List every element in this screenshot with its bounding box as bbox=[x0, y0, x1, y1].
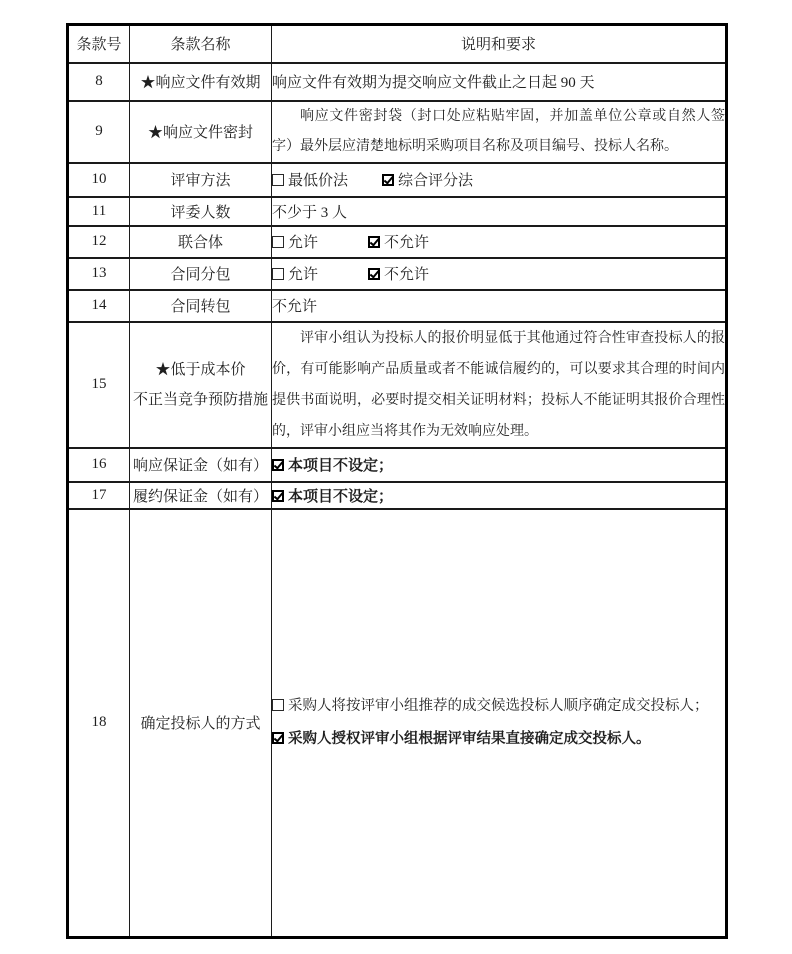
option-lowest-price bbox=[272, 173, 348, 189]
option-label: 本项目不设定； bbox=[288, 458, 394, 474]
header-clause-no: 条款号 bbox=[68, 25, 130, 63]
table-row bbox=[68, 322, 727, 448]
option-label: 采购人授权评审小组根据评审结果直接确定成交投标人。 bbox=[288, 730, 651, 747]
checkbox-checked-icon bbox=[272, 732, 284, 744]
option-not-set bbox=[272, 458, 393, 474]
table-row bbox=[68, 197, 727, 226]
clause-desc bbox=[272, 448, 727, 482]
clause-desc bbox=[272, 482, 727, 509]
clause-desc bbox=[272, 226, 727, 258]
table-row bbox=[68, 163, 727, 197]
table-row bbox=[68, 290, 727, 322]
header-clause-name: 条款名称 bbox=[130, 25, 272, 63]
clause-desc: 不允许 bbox=[272, 290, 727, 322]
header-description: 说明和要求 bbox=[272, 25, 727, 63]
option-label: 综合评分法 bbox=[398, 173, 474, 189]
clause-desc bbox=[272, 101, 727, 163]
clause-name: 合同分包 bbox=[130, 258, 272, 290]
clause-name: ★响应文件有效期 bbox=[130, 63, 272, 101]
option-not-allowed bbox=[368, 235, 429, 251]
checkbox-checked-icon bbox=[368, 236, 380, 248]
table-row bbox=[68, 258, 727, 290]
checkbox-unchecked-icon bbox=[272, 236, 284, 248]
clause-name-line1: ★低于成本价 bbox=[155, 361, 246, 378]
option-not-allowed bbox=[368, 267, 429, 283]
option-label: 不允许 bbox=[384, 267, 430, 283]
option-comprehensive-scoring bbox=[382, 173, 473, 189]
option-allowed bbox=[272, 267, 318, 283]
checkbox-unchecked-icon bbox=[272, 268, 284, 280]
clause-desc bbox=[272, 258, 727, 290]
option-label: 允许 bbox=[288, 267, 319, 283]
clause-name: 合同转包 bbox=[130, 290, 272, 322]
clause-no: 9 bbox=[68, 101, 130, 163]
table-row bbox=[68, 509, 727, 938]
clause-no: 13 bbox=[68, 258, 130, 290]
table-header-row bbox=[68, 25, 727, 63]
clause-desc: 不少于 3 人 bbox=[272, 197, 727, 226]
clause-name: 履约保证金（如有） bbox=[130, 482, 272, 509]
clause-no: 11 bbox=[68, 197, 130, 226]
clause-no: 10 bbox=[68, 163, 130, 197]
clause-desc bbox=[272, 509, 727, 938]
clause-desc-paragraph: 评审小组认为投标人的报价明显低于其他通过符合性审查投标人的报价，有可能影响产品质量或者不能诚信履约的，可以要求其合理的时间内提供书面说明，必要时提交相关证明材料；投标人不能证明其报价合理性的，评审小组应当将其作为无效响应处理。 bbox=[272, 330, 725, 439]
clauses-table bbox=[66, 23, 728, 939]
clause-name-line2: 不正当竞争预防措施 bbox=[132, 391, 268, 408]
table-row bbox=[68, 448, 727, 482]
table-row bbox=[68, 482, 727, 509]
clause-name: ★响应文件密封 bbox=[130, 101, 272, 163]
clause-no: 8 bbox=[68, 63, 130, 101]
clause-no: 14 bbox=[68, 290, 130, 322]
clause-name bbox=[130, 322, 272, 448]
clause-name: 确定投标人的方式 bbox=[130, 509, 272, 938]
option-by-review-result bbox=[272, 723, 725, 756]
clause-no: 18 bbox=[68, 509, 130, 938]
clause-desc bbox=[272, 163, 727, 197]
checkbox-unchecked-icon bbox=[272, 699, 284, 711]
option-label: 本项目不设定； bbox=[288, 488, 394, 505]
clause-no: 15 bbox=[68, 322, 130, 448]
option-not-set bbox=[272, 489, 393, 505]
table-row bbox=[68, 101, 727, 163]
option-label: 最低价法 bbox=[288, 173, 349, 189]
option-label: 允许 bbox=[288, 235, 319, 251]
checkbox-unchecked-icon bbox=[272, 174, 284, 186]
clause-no: 17 bbox=[68, 482, 130, 509]
clause-name: 评委人数 bbox=[130, 197, 272, 226]
option-label: 不允许 bbox=[384, 235, 430, 251]
option-label: 采购人将按评审小组推荐的成交候选投标人顺序确定成交投标人； bbox=[288, 697, 709, 714]
clause-desc bbox=[272, 322, 727, 448]
checkbox-checked-icon bbox=[368, 268, 380, 280]
checkbox-checked-icon bbox=[272, 490, 284, 502]
clause-name: 评审方法 bbox=[130, 163, 272, 197]
clause-name: 联合体 bbox=[130, 226, 272, 258]
checkbox-checked-icon bbox=[382, 174, 394, 186]
clause-no: 12 bbox=[68, 226, 130, 258]
option-allowed bbox=[272, 235, 318, 251]
option-by-ranking bbox=[272, 690, 725, 723]
table-row bbox=[68, 226, 727, 258]
checkbox-checked-icon bbox=[272, 459, 284, 471]
clause-name: 响应保证金（如有） bbox=[130, 448, 272, 482]
table-row bbox=[68, 63, 727, 101]
clause-no: 16 bbox=[68, 448, 130, 482]
clause-desc-paragraph: 响应文件密封袋（封口处应粘贴牢固，并加盖单位公章或自然人签字）最外层应清楚地标明采购项目名称及项目编号、投标人名称。 bbox=[272, 108, 725, 154]
clause-desc: 响应文件有效期为提交响应文件截止之日起 90 天 bbox=[272, 63, 727, 101]
